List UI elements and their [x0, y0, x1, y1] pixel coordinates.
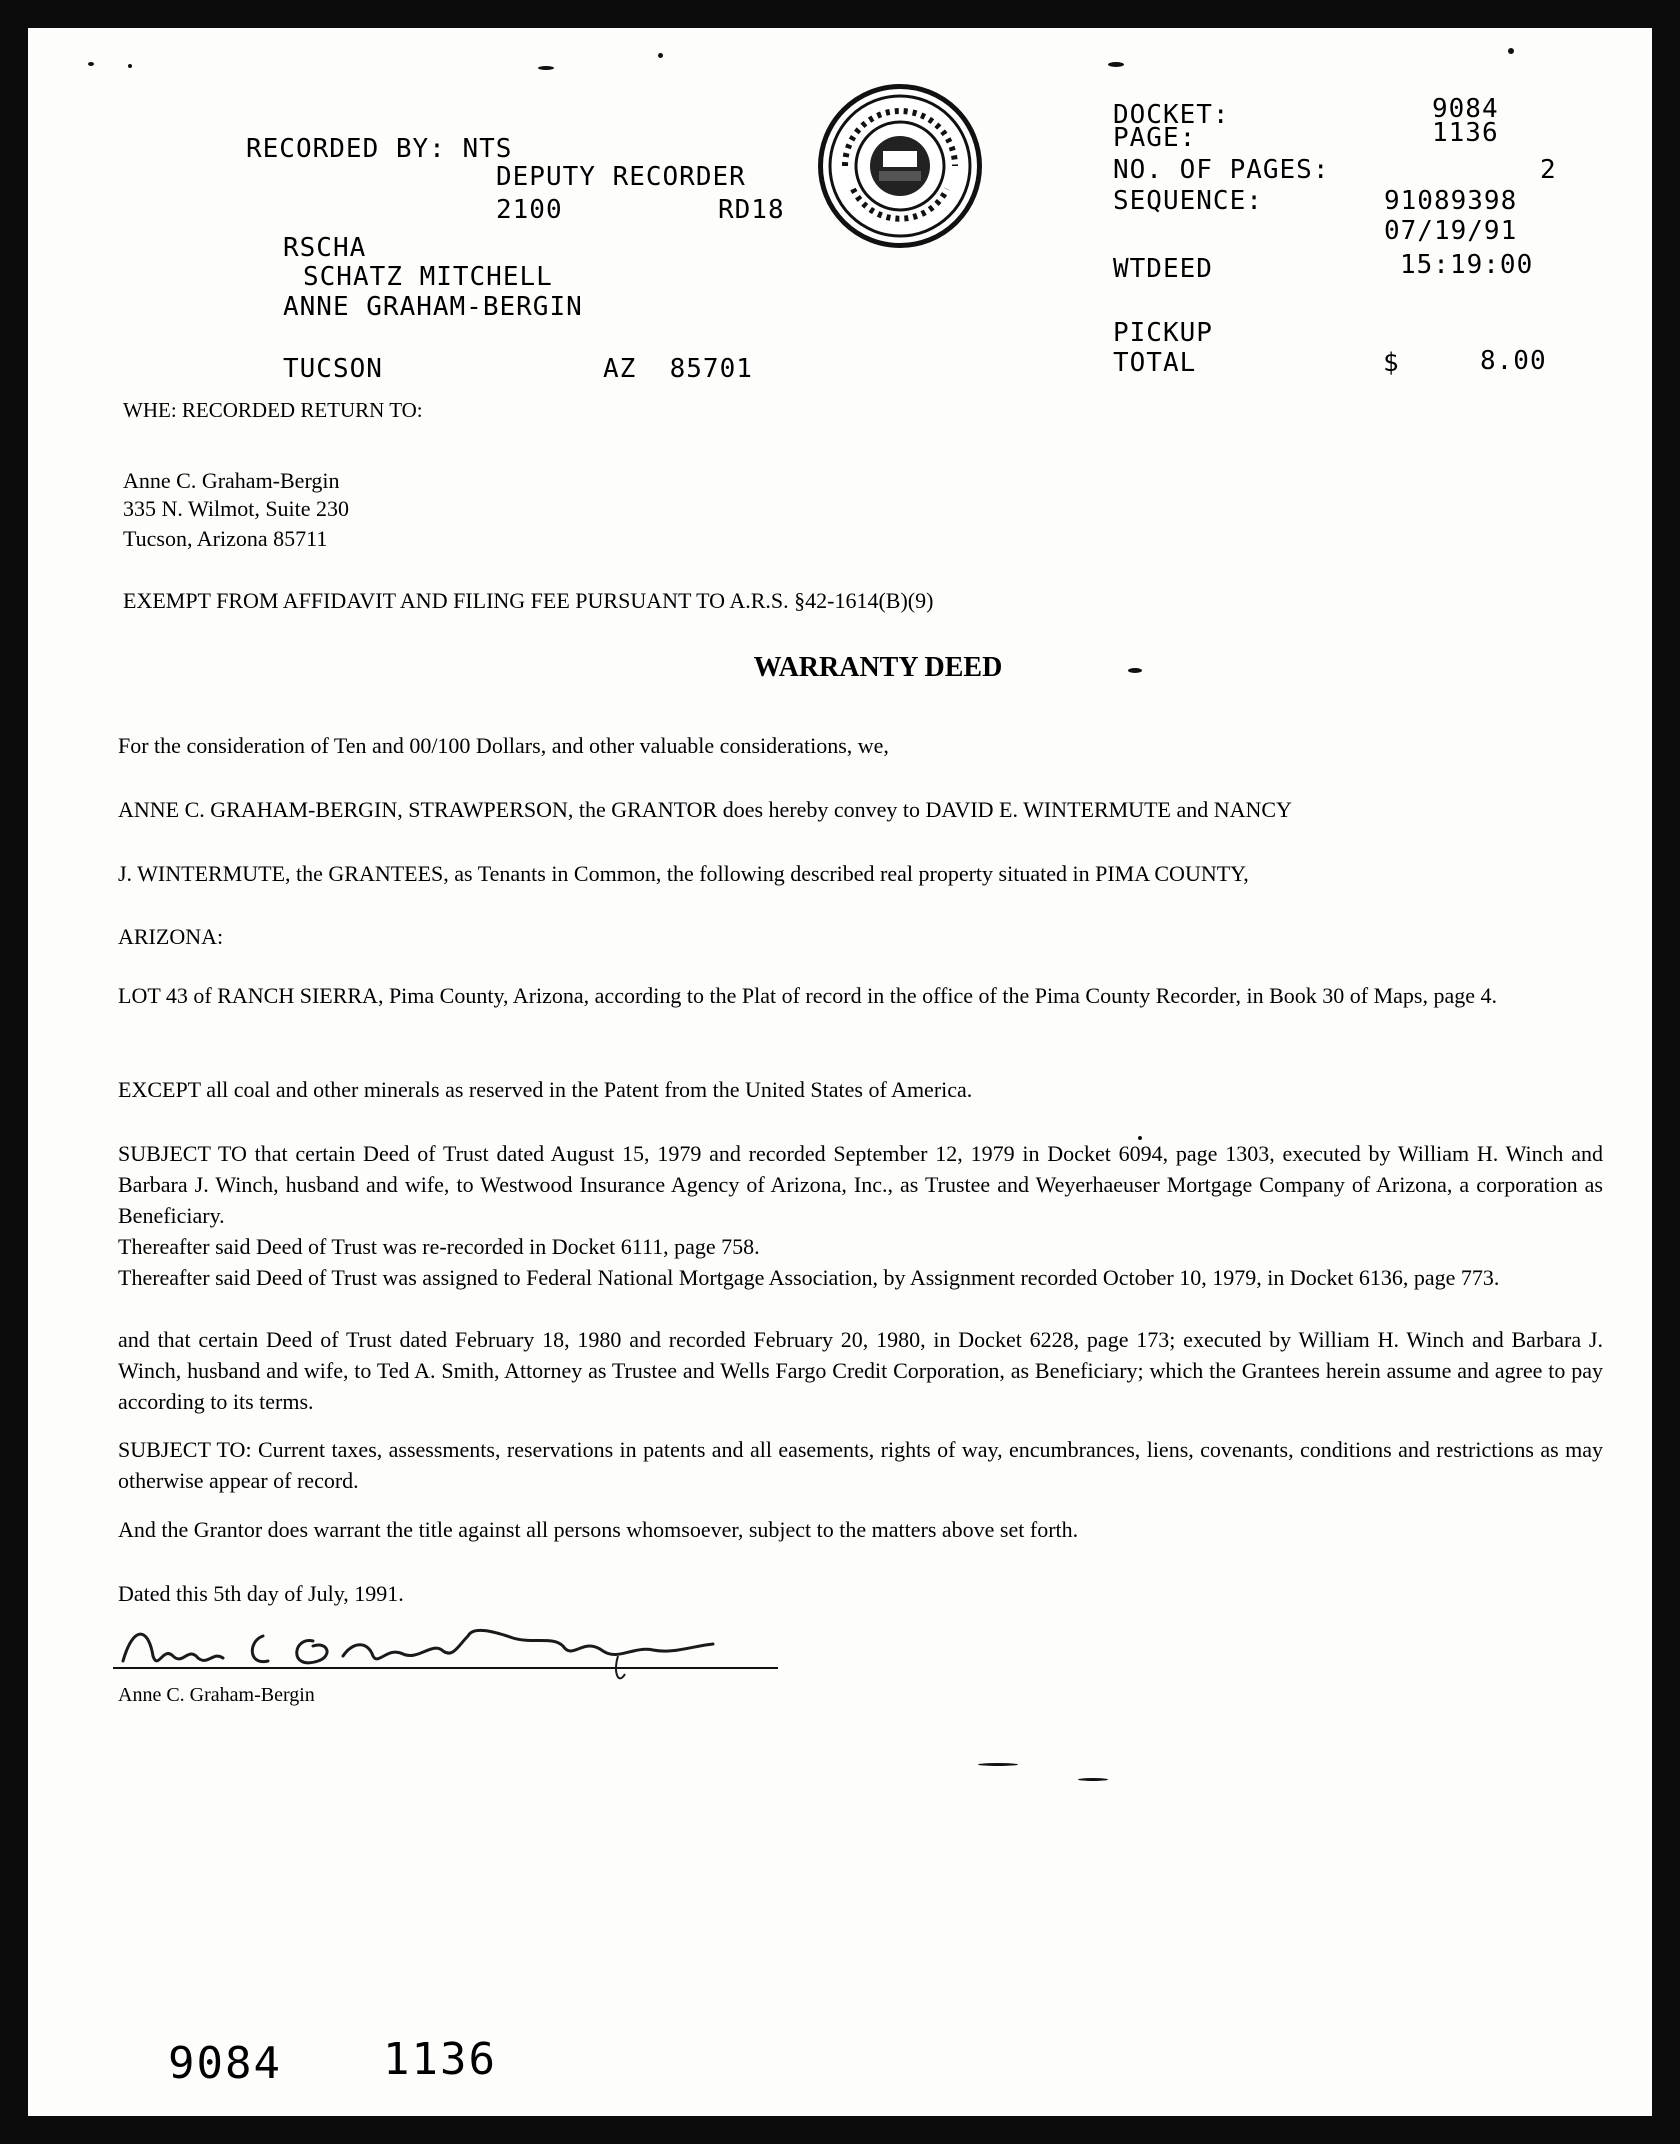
- code-right: RD18: [718, 195, 785, 225]
- total-label: TOTAL: [1113, 348, 1197, 378]
- scan-speck: [1108, 62, 1124, 67]
- scan-speck: [658, 53, 663, 58]
- document-type: WTDEED: [1113, 254, 1213, 284]
- county-seal-graphic: [823, 89, 977, 243]
- subject-to-deed-of-trust: SUBJECT TO that certain Deed of Trust dated August 15, 1979 and recorded September 12, 1979 in Docket 6094, page 1303, executed by William H. Winch and Barbara J. Winch, husband and wife, to Westwood Insurance Agency of Arizona, Inc., as Trustee and Weyerhaeuser Mortgage Company of Arizona, a corporation as Beneficiary.: [118, 1141, 1603, 1228]
- subject-to-taxes: SUBJECT TO: Current taxes, assessments, reservations in patents and all easements, rights of way, encumbrances, liens, covenants, conditions and restrictions as may otherwise appear of record.: [118, 1437, 1603, 1493]
- dated-line: Dated this 5th day of July, 1991.: [118, 1581, 404, 1606]
- rscha: RSCHA: [283, 233, 367, 263]
- exempt-statement: EXEMPT FROM AFFIDAVIT AND FILING FEE PURSUANT TO A.R.S. §42-1614(B)(9): [123, 588, 934, 613]
- deputy-recorder: DEPUTY RECORDER: [496, 162, 746, 192]
- re-recorded-note: Thereafter said Deed of Trust was re-recorded in Docket 6111, page 758.: [118, 1234, 760, 1259]
- document-page: [28, 28, 1652, 2116]
- total-currency: $: [1383, 348, 1400, 378]
- state-line: ARIZONA:: [118, 924, 224, 949]
- footer-page-stamp: 1136: [383, 2034, 497, 2085]
- docket-value: 9084: [1432, 94, 1499, 124]
- pickup-label: PICKUP: [1113, 318, 1213, 348]
- header-name: ANNE GRAHAM-BERGIN: [283, 292, 583, 322]
- code-left: 2100: [496, 195, 563, 225]
- scan-speck: [1138, 1136, 1142, 1140]
- header-state-zip: AZ 85701: [603, 354, 753, 384]
- footer-docket-stamp: 9084: [168, 2038, 282, 2089]
- grantor-paragraph: ANNE C. GRAHAM-BERGIN, STRAWPERSON, the GRANTOR does hereby convey to DAVID E. WINTERMUTE and NANCY: [118, 797, 1292, 822]
- record-time: 15:19:00: [1400, 250, 1534, 280]
- recorded-by: RECORDED BY: NTS: [246, 134, 513, 164]
- header-city: TUCSON: [283, 354, 383, 384]
- return-line-2: 335 N. Wilmot, Suite 230: [123, 496, 350, 521]
- firm-name: SCHATZ MITCHELL: [303, 262, 553, 292]
- legal-description: LOT 43 of RANCH SIERRA, Pima County, Arizona, according to the Plat of record in the office of the Pima County Recorder, in Book 30 of Maps, page 4.: [118, 983, 1497, 1008]
- page-label: PAGE:: [1113, 123, 1197, 153]
- seal-icon: [818, 84, 982, 248]
- docket-label: DOCKET:: [1113, 100, 1230, 130]
- grantees-paragraph: J. WINTERMUTE, the GRANTEES, as Tenants in Common, the following described real property situated in PIMA COUNTY,: [118, 861, 1249, 886]
- mineral-exception: EXCEPT all coal and other minerals as reserved in the Patent from the United States of America.: [118, 1077, 973, 1102]
- return-line-1: Anne C. Graham-Bergin: [123, 468, 340, 493]
- second-deed-of-trust: and that certain Deed of Trust dated February 18, 1980 and recorded February 20, 1980, in Docket 6228, page 173; executed by William H. Winch and Barbara J. Winch, husband and wife, to Ted A. Smith, Attorney as Trustee and Wells Fargo Credit Corporation, as Beneficiary; which the Grantees herein assume and agree to pay according to its terms.: [118, 1327, 1603, 1414]
- pages-value: 2: [1540, 155, 1557, 185]
- consideration-paragraph: For the consideration of Ten and 00/100 Dollars, and other valuable considerations, we,: [118, 733, 889, 758]
- total-value: 8.00: [1480, 346, 1547, 376]
- record-date: 07/19/91: [1384, 216, 1518, 246]
- scan-speck: [538, 66, 554, 70]
- sequence-label: SEQUENCE:: [1113, 186, 1263, 216]
- sequence-value: 91089398: [1384, 186, 1518, 216]
- return-line-3: Tucson, Arizona 85711: [123, 526, 328, 551]
- scan-speck: [1128, 668, 1142, 673]
- document-title: WARRANTY DEED: [753, 652, 1003, 683]
- scan-speck: [1078, 1778, 1108, 1781]
- scan-speck: [128, 64, 132, 68]
- scan-speck: [88, 62, 94, 66]
- signer-printed-name: Anne C. Graham-Bergin: [118, 1684, 315, 1706]
- signature-graphic: [113, 1616, 793, 1686]
- warranty-clause: And the Grantor does warrant the title against all persons whomsoever, subject to the matters above set forth.: [118, 1517, 1079, 1542]
- scan-speck: [1508, 48, 1514, 54]
- return-to-heading: WHE: RECORDED RETURN TO:: [123, 398, 423, 422]
- pages-label: NO. OF PAGES:: [1113, 155, 1330, 185]
- scan-speck: [978, 1763, 1018, 1766]
- assignment-note: Thereafter said Deed of Trust was assigned to Federal National Mortgage Association, by Assignment recorded October 10, 1979, in Docket 6136, page 773.: [118, 1265, 1500, 1290]
- page-value: 1136: [1432, 118, 1499, 148]
